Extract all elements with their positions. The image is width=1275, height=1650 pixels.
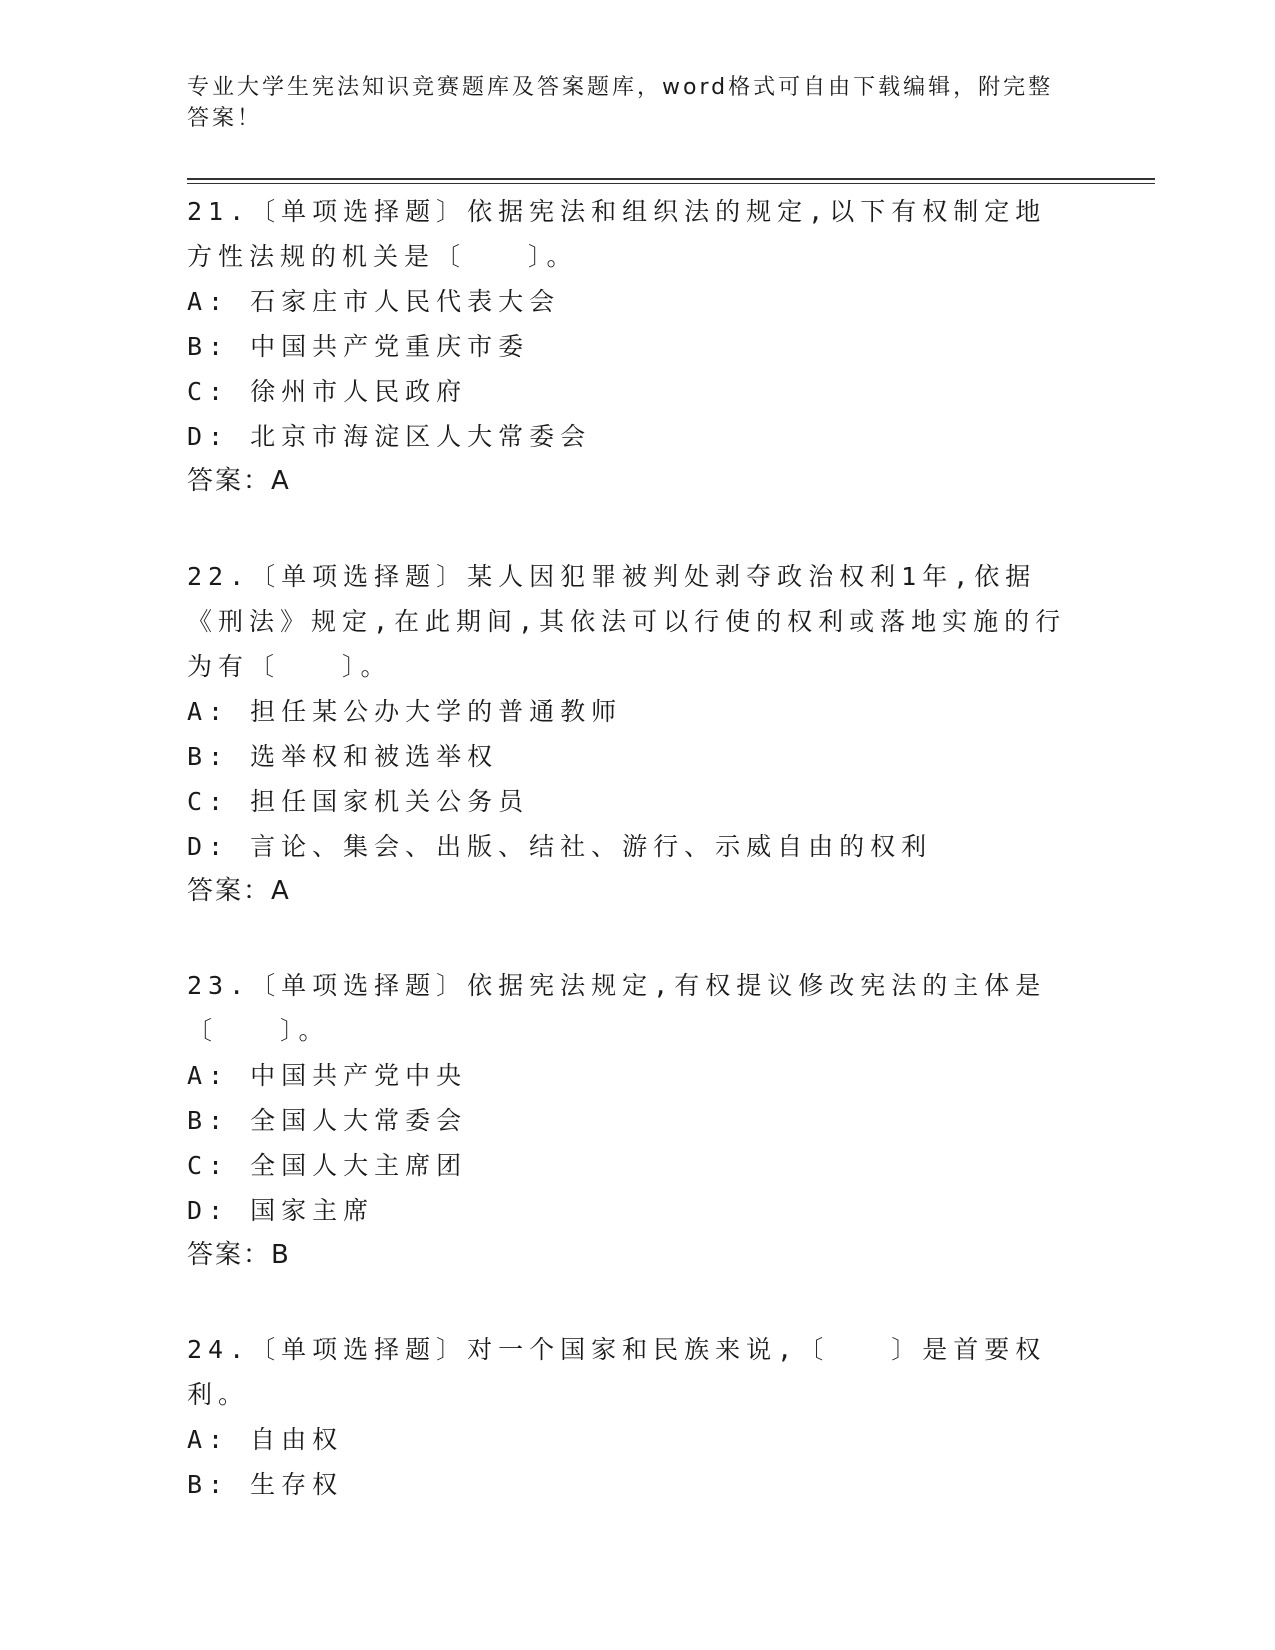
option-b: B: 中国共产党重庆市委 <box>187 332 530 361</box>
option-a: A: 担任某公办大学的普通教师 <box>187 697 623 726</box>
document-header: 专业大学生宪法知识竞赛题库及答案题库，word格式可自由下载编辑，附完整答案！ <box>187 75 1054 131</box>
option-c: C: 徐州市人民政府 <box>187 377 468 406</box>
option-a: A: 石家庄市人民代表大会 <box>187 287 561 316</box>
option-b: B: 全国人大常委会 <box>187 1106 468 1135</box>
header-divider-thin <box>187 183 1155 184</box>
option-a: A: 中国共产党中央 <box>187 1061 468 1090</box>
question-stem: 23.〔单项选择题〕依据宪法规定,有权提议修改宪法的主体是〔 〕。 <box>187 971 1047 1045</box>
option-d: D: 国家主席 <box>187 1196 375 1225</box>
question-24 <box>187 1327 1067 1507</box>
option-c: C: 担任国家机关公务员 <box>187 787 530 816</box>
answer: 答案：A <box>187 466 291 496</box>
question-stem: 21.〔单项选择题〕依据宪法和组织法的规定,以下有权制定地方性法规的机关是〔 〕。 <box>187 197 1047 271</box>
question-22 <box>187 554 1067 914</box>
question-21 <box>187 189 1067 504</box>
option-list <box>187 689 1067 869</box>
question-stem: 24.〔单项选择题〕对一个国家和民族来说,〔 〕是首要权利。 <box>187 1335 1047 1409</box>
option-d: D: 北京市海淀区人大常委会 <box>187 422 592 451</box>
option-d: D: 言论、集会、出版、结社、游行、示威自由的权利 <box>187 832 933 861</box>
answer: 答案：B <box>187 1240 291 1270</box>
option-a: A: 自由权 <box>187 1425 344 1454</box>
answer: 答案：A <box>187 876 291 906</box>
option-c: C: 全国人大主席团 <box>187 1151 468 1180</box>
question-23 <box>187 963 1067 1278</box>
option-list <box>187 1417 1067 1507</box>
question-stem: 22.〔单项选择题〕某人因犯罪被判处剥夺政治权利1年,依据《刑法》规定,在此期间,其依法可以行使的权利或落地实施的行为有〔 〕。 <box>187 562 1067 681</box>
header-divider <box>187 178 1155 180</box>
option-list <box>187 1053 1067 1233</box>
option-list <box>187 279 1067 459</box>
option-b: B: 选举权和被选举权 <box>187 742 499 771</box>
option-b: B: 生存权 <box>187 1470 344 1499</box>
